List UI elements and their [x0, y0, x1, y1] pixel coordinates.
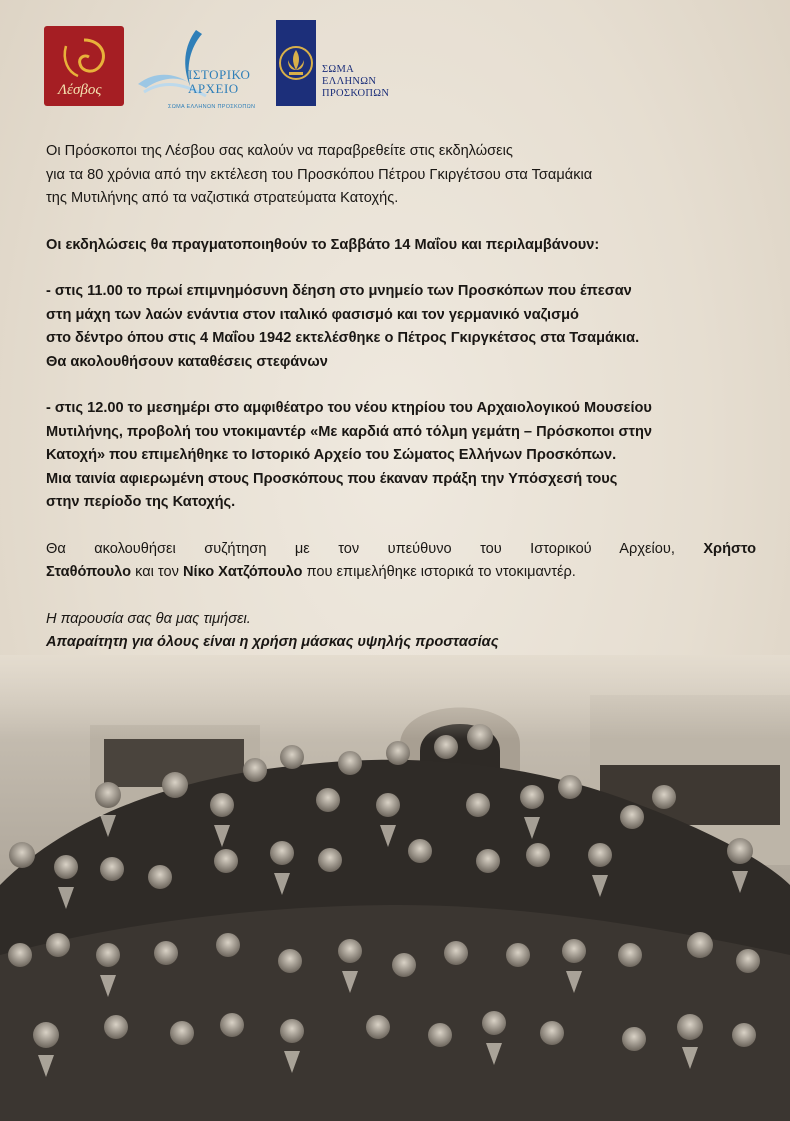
archive-logo-line1: ΙΣΤΟΡΙΚΟ — [188, 67, 251, 82]
scouts-of-greece-logo — [276, 20, 396, 110]
discussion-name1-last: Σταθόπουλο — [46, 564, 132, 580]
event2-line-1: - στις 12.00 το μεσημέρι στο αμφιθέατρο του νέου κτηρίου του Αρχαιολογικού Μουσείου — [46, 400, 652, 416]
archive-logo-line2: ΑΡΧΕΙΟ — [188, 81, 239, 96]
closing-paragraph — [46, 608, 756, 655]
event2-line-3: Κατοχή» που επιμελήθηκε το Ιστορικό Αρχείο του Σώματος Ελλήνων Προσκόπων. — [46, 447, 617, 463]
events-heading-paragraph — [46, 234, 756, 258]
discussion-paragraph — [46, 538, 756, 585]
event2-line-4: Μια ταινία αφιερωμένη στους Προσκόπους που έκαναν πράξη την Υπόσχεσή τους — [46, 470, 618, 487]
discussion-part-3: που επιμελήθηκε ιστορικά το ντοκιμαντέρ. — [306, 564, 576, 580]
discussion-line-1 — [46, 538, 756, 562]
lesvos-logo-text: Λέσβος — [58, 82, 102, 98]
events-heading: Οι εκδηλώσεις θα πραγματοποιηθούν το Σαββάτο 14 Μαΐου και περιλαμβάνουν: — [46, 236, 600, 253]
historical-archive-logo — [136, 26, 266, 116]
closing-line-2: Απαραίτητη για όλους είναι η χρήση μάσκας υψηλής προστασίας — [46, 634, 499, 650]
intro-line-3: της Μυτιλήνης από τα ναζιστικά στρατεύματα Κατοχής. — [46, 190, 399, 206]
event1-line-1: - στις 11.00 το πρωί επιμνημόσυνη δέηση στο μνημείο των Προσκόπων που έπεσαν — [46, 283, 632, 299]
archive-logo-subtitle: ΣΩΜΑ ΕΛΛΗΝΩΝ ΠΡΟΣΚΟΠΩΝ — [168, 104, 256, 110]
scouts-logo-line1: ΣΩΜΑ — [322, 64, 355, 75]
historic-scouts-group-photo — [0, 655, 790, 1121]
scout-badge — [276, 20, 316, 106]
discussion-name1-first: Χρήστο — [703, 540, 757, 557]
group-photo-image — [0, 655, 790, 1121]
discussion-part-2: και τον — [135, 564, 179, 580]
scouts-logo-line2: ΕΛΛΗΝΩΝ — [322, 76, 377, 87]
invitation-text — [46, 140, 756, 678]
archive-logo-text — [188, 68, 250, 96]
fleur-de-lis-icon — [276, 20, 316, 106]
lesvos-logo — [44, 26, 124, 106]
event2-line-5: στην περίοδο της Κατοχής. — [46, 494, 236, 510]
intro-line-2: για τα 80 χρόνια από την εκτέλεση του Προσκόπου Πέτρου Γκιργέτσου στα Τσαμάκια — [46, 166, 593, 183]
event1-line-4: Θα ακολουθήσουν καταθέσεις στεφάνων — [46, 353, 328, 370]
intro-line-1: Οι Πρόσκοποι της Λέσβου σας καλούν να παραβρεθείτε στις εκδηλώσεις — [46, 143, 513, 159]
event-screening-paragraph — [46, 397, 756, 515]
event-memorial-paragraph — [46, 280, 756, 374]
closing-line-1: Η παρουσία σας θα μας τιμήσει. — [46, 610, 251, 627]
discussion-part-1: Θα ακολουθήσει συζήτηση με τον υπεύθυνο του Ιστορικού Αρχείου, — [46, 540, 675, 557]
event2-line-2: Μυτιλήνης, προβολή του ντοκιμαντέρ «Με καρδιά από τόλμη γεμάτη – Πρόσκοποι στην — [46, 423, 653, 440]
event1-line-2: στη μάχη των λαών ενάντια στον ιταλικό φασισμό και τον γερμανικό ναζισμό — [46, 306, 579, 323]
discussion-name2: Νίκο Χατζόπουλο — [182, 564, 303, 580]
event1-line-3: στο δέντρο όπου στις 4 Μαΐου 1942 εκτελέσθηκε ο Πέτρος Γκιργκέτσος στα Τσαμάκια. — [46, 330, 640, 346]
discussion-line-2 — [46, 561, 756, 585]
scouts-logo-line3: ΠΡΟΣΚΟΠΩΝ — [322, 88, 390, 99]
scouts-logo-text — [322, 64, 389, 100]
intro-paragraph — [46, 140, 756, 211]
